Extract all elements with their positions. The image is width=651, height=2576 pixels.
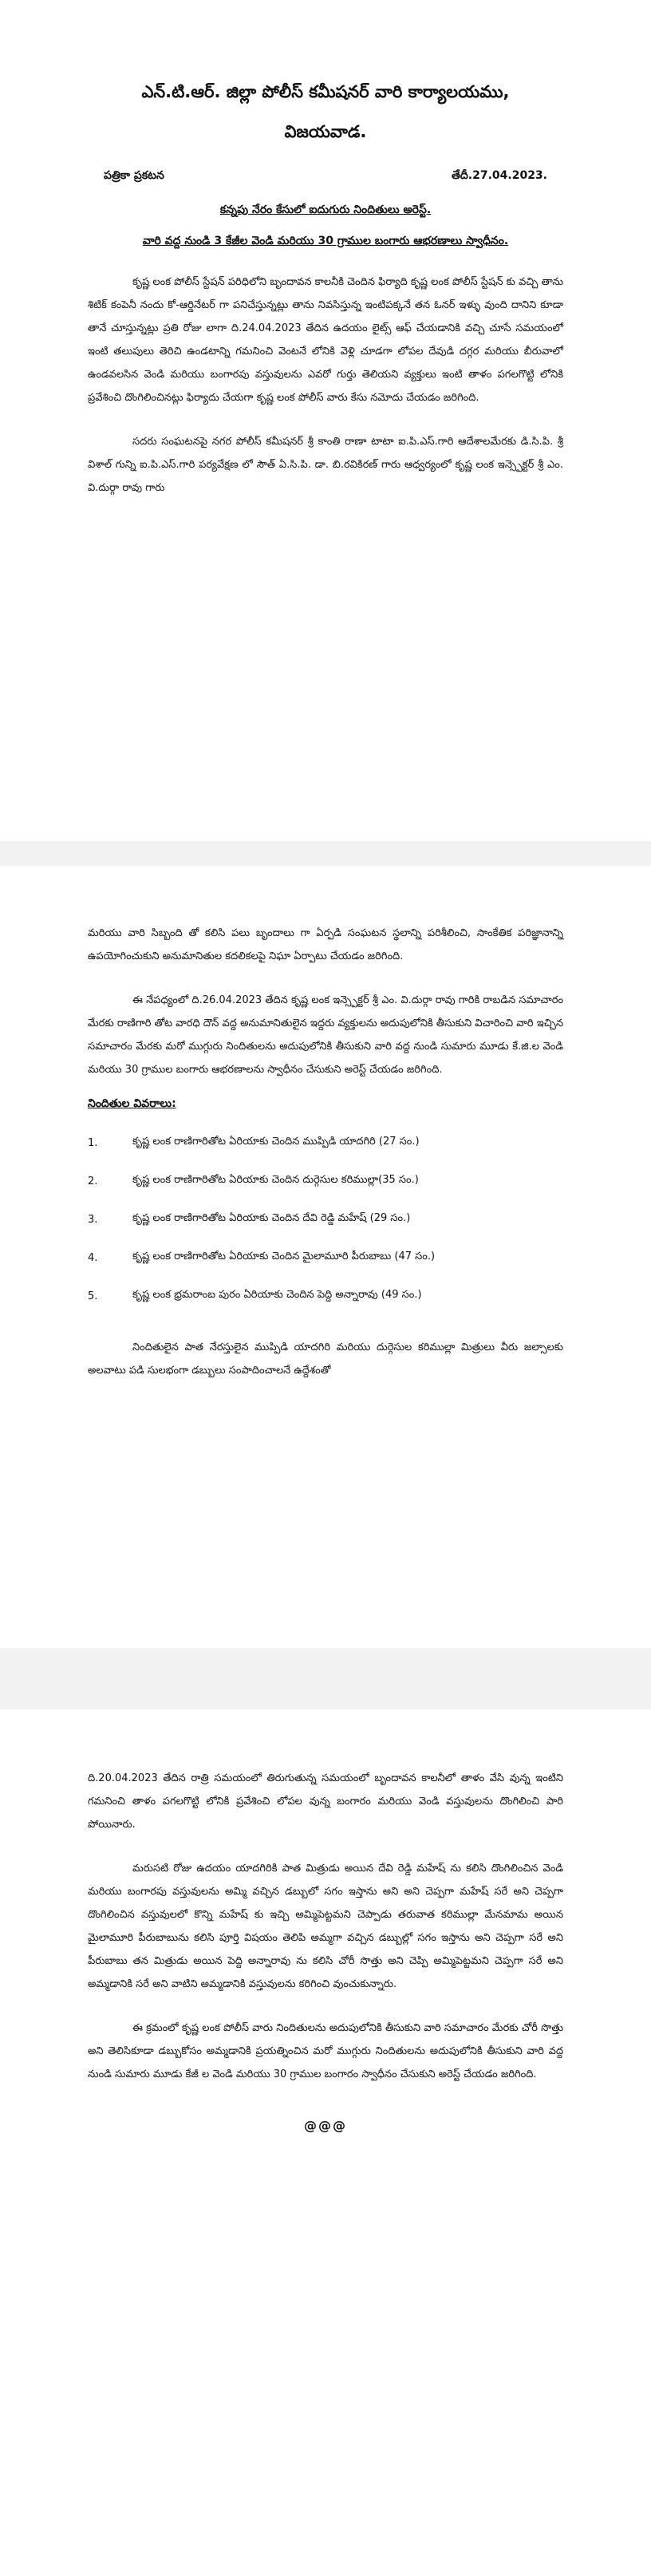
body-paragraph: ఈ నేపధ్యంలో ది.26.04.2023 తేదిన కృష్ణ లంక ఇన్స్పెక్టర్ శ్రీ ఎం. వి.దుర్గా రావు గారికి రాబడిన సమాచారం మేరకు రాణిగారి తోట వారధి దౌన్ వద్ద అనుమానితులైన ఇద్దరు వ్యక్తులను అదుపులోనికి తీసుకుని విచారించి వారి ఇచ్చిన సమాచారం మేరకు మరో ముగ్గురు నిందితులను అదుపులోనికి తీసుకుని వారి వద్ద నుండి సుమారు మూడు కే.జి.ల వెండి మరియు 30 గ్రాముల బంగారు ఆభరణాలను స్వాధీనం చేసుకుని అరెస్ట్ చేయడం జరిగింది.: [88, 994, 563, 1076]
list-item-number: 4.: [88, 1251, 98, 1264]
list-item-number: 1.: [88, 1136, 98, 1149]
subtitle-line: వారి వద్ద నుండి 3 కేజీల వెండి మరియు 30 గ్రాముల బంగారు ఆభరణాలు స్వాధీనం.: [142, 235, 509, 247]
list-item-number: 2.: [88, 1175, 98, 1187]
body-paragraph: కృష్ణ లంక పోలీస్ స్టేషన్ పరిధిలోని బృందావన కాలనీకి చెందిన ఫిర్యాది కృష్ణ లంక పోలీస్ స్టేషన్ కు వచ్చి తాను శిటిక్ కంపెనీ నందు కో-ఆర్డినేటర్ గా పనిచేస్తున్నట్లు తాను నివసిస్తున్న ఇంటిపక్కనే తన ఓనర్ ఇళ్ళు వుంది దానిని కూడా తానే చూస్తున్నట్లు ప్రతి రోజు లాగా ది.24.04.2023 తేదిన ఉదయం లైట్స్ ఆఫ్ చేయడానికి వచ్చి చూసే సమయంలో ఇంటి తలుపులు తెరిచి ఉండటాన్ని గమనించి వెంటనే లోనికి వెళ్లి చూడగా లోపల దేవుడి దగ్గర మరియు బీరువాలో ఉండవలసిన వెండి మరియు బంగారపు వస్తువులను ఎవరో గుర్తు తెలియని వ్యక్తులు ఇంటి తాళం పగలగొట్టి లోనికి ప్రవేశించి దొంగిలించినట్లు ఫిర్యాదు చేయగా కృష్ణ లంక పోలీస్ వారు కేసు నమోదు చేయడం జరిగింది.: [88, 276, 563, 404]
document-page-1: [0, 0, 651, 841]
list-item: [88, 1200, 563, 1239]
office-heading: [88, 72, 563, 152]
list-item-number: 5.: [88, 1290, 98, 1302]
list-item-text: కృష్ణ లంక రాణిగారితోట ఏరియాకు చెందిన ముప్పిడి యాదగిరి (27 సం.): [132, 1136, 420, 1148]
release-date: తేదీ.27.04.2023.: [452, 169, 547, 182]
document-page-2: [0, 866, 651, 1648]
body-paragraph: సదరు సంఘటనపై నగర పోలీస్ కమీషనర్ శ్రీ కాంతి రాణా టాటా ఐ.పి.ఎస్.గారి ఆదేశాలమేరకు డి.సి.పి. శ్రీ విశాల్ గున్ని ఐ.పి.ఎస్.గారి పర్యవేక్షణ లో సౌత్ ఏ.సి.పి. డా. బి.రవికిరణ్ గారు ఆధ్వర్యంలో కృష్ణ లంక ఇన్స్పెక్టర్ శ్రీ ఎం. వి.దుర్గా రావు గారు: [88, 436, 563, 494]
list-item: [88, 1124, 563, 1162]
subject-line: కన్నపు నేరం కేసులో ఐదుగురు నిందితులు అరెస్ట్.: [219, 203, 432, 216]
list-item-text: కృష్ణ లంక రాణిగారితోట ఏరియాకు చెందిన మైలామూరి పీరుబాబు (47 సం.): [132, 1250, 436, 1262]
body-paragraph: ఈ క్రమంలో కృష్ణ లంక పోలీస్ వారు నిందితులను అదుపులోనికి తీసుకుని వారి సమాచారం మేరకు చోరీ సొత్తు అని తెలిసికూడా డబ్బుకోసం అమ్మడానికి ప్రయత్నించిన మరో ముగ్గురు నిందితులను అదుపులోనికి తీసుకుని వారి వద్ద నుండి సుమారు మూడు కేజీ ల వెండి మరియు 30 గ్రాముల బంగారం స్వాధీనం చేసుకుని అరెస్ట్ చేయడం జరిగింది.: [88, 2022, 563, 2080]
document-page-3: [0, 1709, 651, 2576]
accused-list: [88, 1124, 563, 1315]
list-item: [88, 1277, 563, 1315]
list-item-text: కృష్ణ లంక రాణిగారితోట ఏరియాకు చెందిన దేవి రెడ్డి మహేష్ (29 సం.): [132, 1212, 411, 1224]
press-release-meta: [88, 169, 563, 184]
office-name: ఎన్.టి.ఆర్. జిల్లా పోలీస్ కమీషనర్ వారి కార్యాలయము,: [141, 82, 510, 101]
press-release-label: పత్రికా ప్రకటన: [104, 169, 164, 182]
body-paragraph: నిందితులైన పాత నేరస్తులైన ముప్పిడి యాదగిరి మరియు దుర్గెసుల కరిముల్లా మిత్రులు వీరు జల్సాలకు అలవాటు పడి సులభంగా డబ్బులు సంపాదించాలనే ఉద్దేశంతో: [88, 1341, 563, 1377]
body-paragraph: ది.20.04.2023 తేదిన రాత్రి సమయంలో తిరుగుతున్న సమయంలో బృందావన కాలనీలో తాళం వేసి వున్న ఇంటిని గమనించి తాళం పగలగొట్టి లోనికి ప్రవేశించి లోపల వున్న బంగారం మరియు వెండి వస్తువులను దొంగిలించి పారి పోయినారు.: [88, 1772, 563, 1831]
list-item-number: 3.: [88, 1213, 98, 1226]
list-item: [88, 1239, 563, 1277]
body-paragraph: మరియు వారి సిబ్బంది తో కలిసి పలు బృందాలు గా ఏర్పడి సంఘటన స్థలాన్ని పరిశీలించి, సాంకేతిక పరిజ్ఞానాన్ని ఉపయోగించుకుని అనుమానితుల కదలికలపై నిఘా ఏర్పాటు చేయడం జరిగింది.: [88, 927, 563, 962]
office-city: విజయవాడ.: [284, 122, 367, 141]
list-item: [88, 1162, 563, 1200]
list-item-text: కృష్ణ లంక భ్రమరాంబ పురం ఏరియాకు చెందిన పెద్ది అన్నారావు (49 సం.): [132, 1289, 422, 1301]
accused-details-heading: నిందితుల వివరాలు:: [88, 1097, 176, 1110]
closing-mark: @@@: [304, 2118, 347, 2133]
body-paragraph: మరుసటి రోజు ఉదయం యాదగిరికి పాత మిత్రుడు అయిన దేవి రెడ్డి మహేష్ ను కలిసి దొంగిలించిన వెండి మరియు బంగారపు వస్తువులను అమ్మి వచ్చిన డబ్బులో సగం ఇస్తాను అని అని చెప్పగా మహేష్ సరే అని చెప్పగా దొంగిలించిన వస్తువులలో కొన్ని మహేష్ కు ఇచ్చి అమ్మిపెట్టమని చెప్పాడు తరువాత కరిముల్లా మేనమామ అయిన మైలామూరి పీరుబాబును కలిసి పూర్తి విషయం తెలిపి అమ్మగా వచ్చిన డబ్బుల్లో సగం ఇస్తాను అని చెప్పగా సరే అని పీరుబాబు తన మిత్రుడు అయిన పెద్ది అన్నారావు ను కలిసి చోరీ సొత్తు అని చెప్పి అమ్మిపెట్టమని చెప్పగా సరే అని అమ్మడానికి సరే అని వాటిని అమ్మడానికి వస్తువులను కరిగించి వుంచుకున్నారు.: [88, 1863, 563, 1990]
list-item-text: కృష్ణ లంక రాణిగారితోట ఏరియాకు చెందిన దుర్గెసుల కరిముల్లా(35 సం.): [132, 1174, 419, 1186]
